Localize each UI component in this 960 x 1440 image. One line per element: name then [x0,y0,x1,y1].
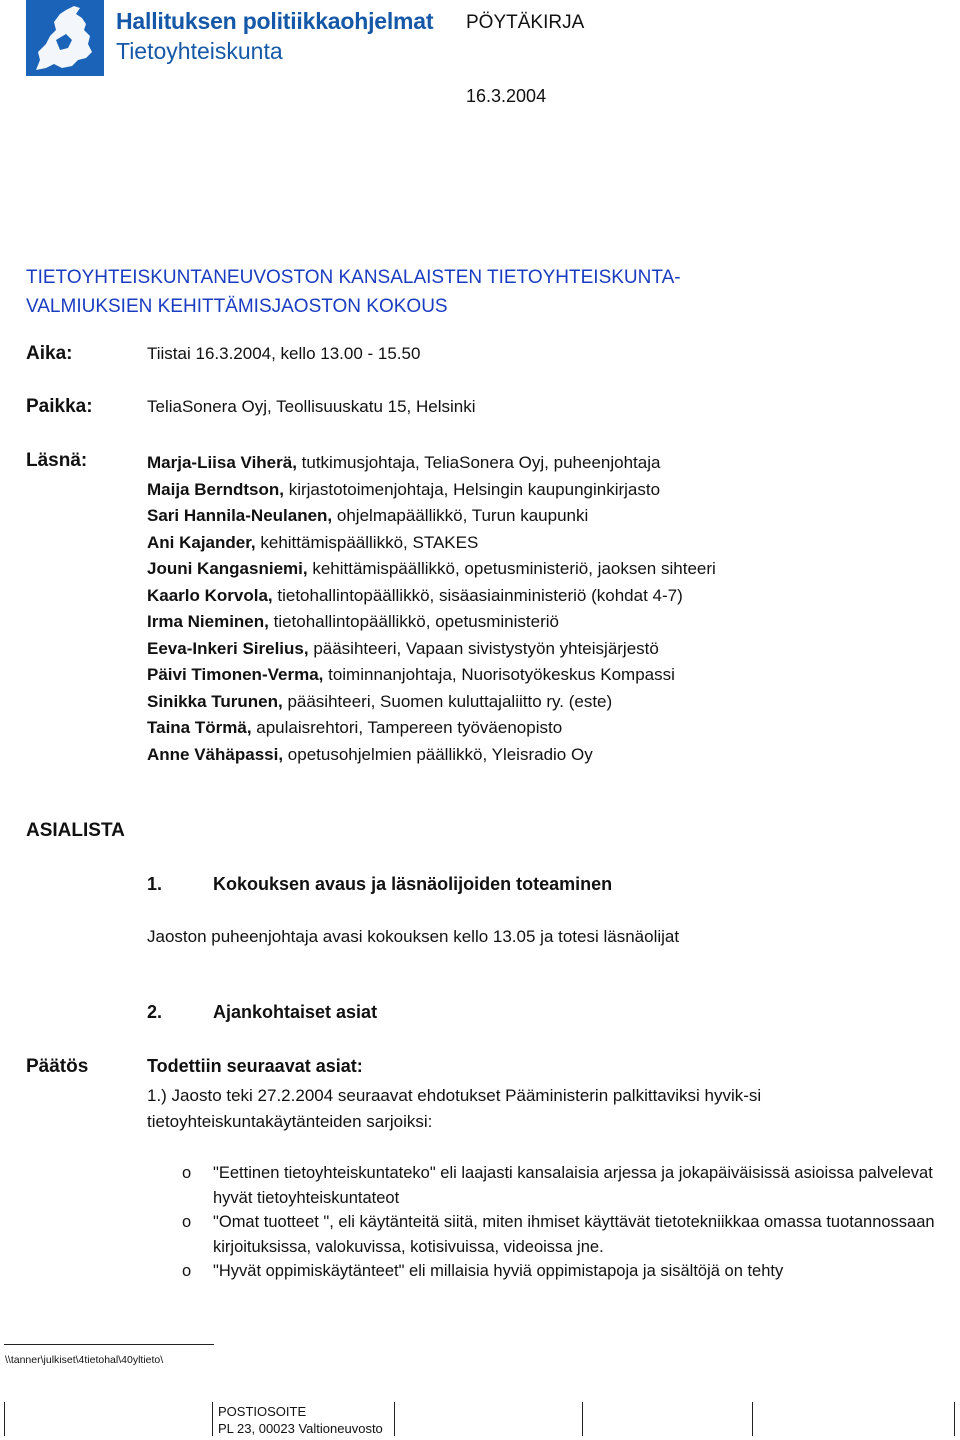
attendee-row [147,556,716,583]
attendee-row [147,715,716,742]
agenda-item-text: Jaoston puheenjohtaja avasi kokouksen kello 13.05 ja totesi läsnäolijat [147,927,680,946]
attendee-list [147,450,716,768]
attendee-name: Irma Nieminen, [147,612,269,631]
postal-address-label: POSTIOSOITE [218,1404,307,1419]
attendee-role: tietohallintopäällikkö, sisäasiainministeriö (kohdat 4-7) [272,585,683,605]
decision-label: Päätös [26,1056,89,1077]
decision-heading: Todettiin seuraavat asiat: [147,1056,363,1076]
attendee-role: pääsihteeri, Vapaan sivistystyön yhteisjärjestö [308,638,659,658]
attendee-role: tutkimusjohtaja, TeliaSonera Oyj, puheenjohtaja [296,453,661,472]
org-name-line2: Tietoyhteiskunta [116,38,283,64]
attendee-row [147,689,716,716]
bullet-mark: o [182,1164,192,1182]
footer-column-divider [954,1402,955,1436]
attendee-role: kirjastotoimenjohtaja, Helsingin kaupunginkirjasto [283,479,661,499]
bullet-text: "Omat tuotteet ", eli käytänteitä siitä, miten ihmiset käyttävät tietotekniikkaa omassa tuotannossaan kirjoituksissa, valokuvissa, kotisivuissa, videoissa jne. [213,1213,935,1256]
place-value: TeliaSonera Oyj, Teollisuuskatu 15, Helsinki [147,397,476,416]
postal-address: PL 23, 00023 Valtioneuvosto [218,1421,383,1436]
meeting-title [26,263,681,321]
attendee-name: Päivi Timonen-Verma, [147,665,324,684]
org-name-line1: Hallituksen politiikkaohjelmat [116,8,434,34]
attendee-row [147,636,716,663]
attendee-role: tietohallintopäällikkö, opetusministeriö [268,612,559,631]
attendee-name: Ani Kajander, [147,532,256,552]
bullet-mark: o [182,1213,192,1231]
time-label: Aika: [26,343,73,364]
bullet-mark: o [182,1262,192,1280]
time-value: Tiistai 16.3.2004, kello 13.00 - 15.50 [147,344,421,363]
attendee-name: Taina Törmä, [147,718,252,737]
attendee-row [147,583,716,610]
finland-map-icon [26,0,104,76]
attendee-name: Anne Vähäpassi, [147,744,284,764]
attendee-name: Sinikka Turunen, [147,691,283,711]
present-label: Läsnä: [26,450,88,471]
agenda-item-title: Kokouksen avaus ja läsnäolijoiden toteaminen [213,874,613,894]
org-name [116,6,433,66]
file-path: \\tanner\julkiset\4tietohal\40yltieto\ [5,1354,164,1366]
bullet-list [182,1161,942,1284]
attendee-name: Marja-Liisa Viherä, [147,453,297,472]
attendee-row [147,662,716,689]
decision-text: 1.) Jaosto teki 27.2.2004 seuraavat ehdotukset Pääministerin palkittaviksi hyvik-si tietoyhteiskuntakäytänteiden sarjoiksi: [147,1086,762,1131]
agenda-item-number: 2. [147,1002,163,1022]
bullet-text: "Eettinen tietoyhteiskuntateko" eli laajasti kansalaisia arjessa ja jokapäiväisissä asioissa palvelevat hyvät tietoyhteiskuntateot [213,1164,933,1207]
attendee-row [147,742,716,769]
attendee-name: Maija Berndtson, [147,479,284,499]
attendee-row [147,609,716,636]
document-date: 16.3.2004 [466,86,547,106]
place-label: Paikka: [26,396,93,417]
attendee-row [147,503,716,530]
attendee-role: opetusohjelmien päällikkö, Yleisradio Oy [283,744,593,764]
attendee-role: pääsihteeri, Suomen kuluttajaliitto ry. (este) [282,691,613,711]
attendee-role: apulaisrehtori, Tampereen työväenopisto [251,718,563,737]
footer-divider [4,1344,214,1345]
meeting-title-line2: VALMIUKSIEN KEHITTÄMISJAOSTON KOKOUS [26,296,448,317]
document-type: PÖYTÄKIRJA [466,12,585,33]
attendee-name: Sari Hannila-Neulanen, [147,506,333,525]
meeting-title-line1: TIETOYHTEISKUNTANEUVOSTON KANSALAISTEN TIETOYHTEISKUNTA- [26,267,681,288]
attendee-name: Kaarlo Korvola, [147,585,273,605]
footer-column-divider [752,1402,753,1436]
footer-column-divider [212,1402,213,1436]
footer-column-divider [582,1402,583,1436]
list-item [182,1259,942,1284]
attendee-role: kehittämispäällikkö, STAKES [255,532,479,552]
attendee-row [147,477,716,504]
attendee-role: kehittämispäällikkö, opetusministeriö, jaoksen sihteeri [307,559,716,578]
attendee-role: toiminnanjohtaja, Nuorisotyökeskus Kompassi [323,665,675,684]
agenda-item-title: Ajankohtaiset asiat [213,1002,378,1022]
agenda-heading: ASIALISTA [26,820,125,841]
attendee-row [147,530,716,557]
list-item [182,1210,942,1259]
bullet-text: "Hyvät oppimiskäytänteet" eli millaisia hyviä oppimistapoja ja sisältöjä on tehty [213,1262,784,1280]
attendee-role: ohjelmapäällikkö, Turun kaupunki [332,506,589,525]
footer-column-divider [4,1402,5,1436]
footer-column-divider [394,1402,395,1436]
agenda-item-number: 1. [147,874,163,894]
attendee-row [147,450,716,477]
government-logo [26,0,104,76]
attendee-name: Eeva-Inkeri Sirelius, [147,638,309,658]
list-item [182,1161,942,1210]
attendee-name: Jouni Kangasniemi, [147,559,308,578]
